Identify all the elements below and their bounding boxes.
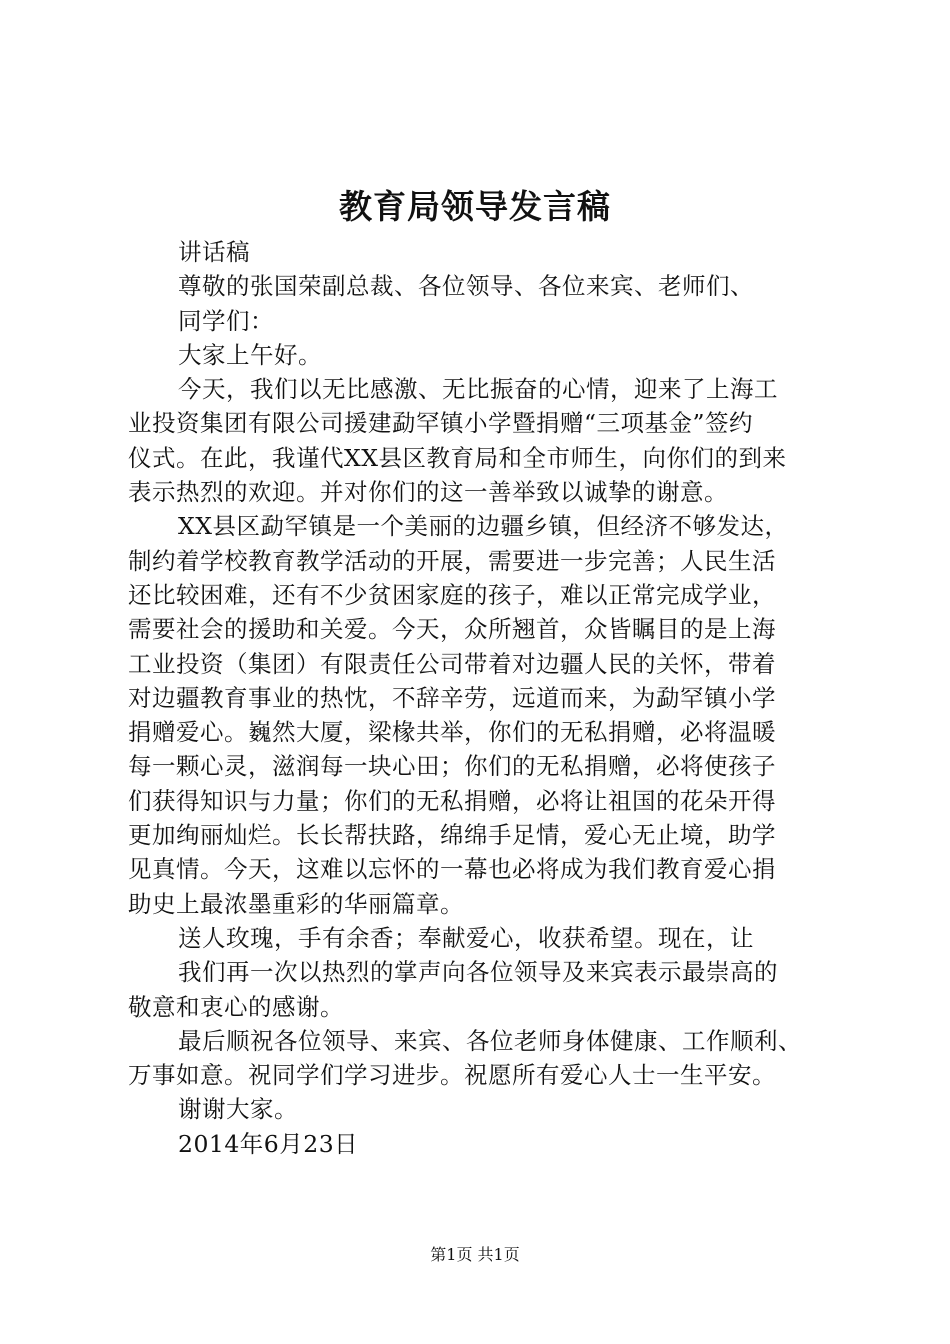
paragraph-line: 表示热烈的欢迎。并对你们的这一善举致以诚挚的谢意。	[128, 478, 728, 507]
paragraph-line: 最后顺祝各位领导、来宾、各位老师身体健康、工作顺利、	[178, 1026, 802, 1055]
paragraph-line: 送人玫瑰，手有余香；奉献爱心，收获希望。现在，让	[178, 923, 754, 952]
paragraph-line: XX县区勐罕镇是一个美丽的边疆乡镇，但经济不够发达，	[178, 512, 789, 541]
paragraph-line: 每一颗心灵，滋润每一块心田；你们的无私捐赠，必将使孩子	[128, 752, 776, 781]
paragraph-line: 需要社会的援助和关爱。今天，众所翘首，众皆瞩目的是上海	[128, 615, 776, 644]
paragraph-line: 敬意和衷心的感谢。	[128, 992, 344, 1021]
paragraph-line: 大家上午好。	[178, 340, 322, 369]
paragraph-line: 讲话稿	[178, 238, 250, 266]
paragraph-line: 仪式。在此，我谨代XX县区教育局和全市师生，向你们的到来	[128, 443, 787, 472]
paragraph-line: 业投资集团有限公司援建勐罕镇小学暨捐赠“三项基金”签约	[128, 409, 754, 438]
paragraph-line: 制约着学校教育教学活动的开展，需要进一步完善；人民生活	[128, 546, 776, 575]
paragraph-line: 还比较困难，还有不少贫困家庭的孩子，难以正常完成学业，	[128, 580, 776, 609]
paragraph-line: 助史上最浓墨重彩的华丽篇章。	[128, 889, 464, 918]
paragraph-line: 对边疆教育事业的热忱，不辞辛劳，远道而来，为勐罕镇小学	[128, 683, 776, 712]
paragraph-line: 见真情。今天，这难以忘怀的一幕也必将成为我们教育爱心捐	[128, 855, 776, 884]
paragraph-line: 我们再一次以热烈的掌声向各位领导及来宾表示最崇高的	[178, 958, 778, 987]
paragraph-line: 们获得知识与力量；你们的无私捐赠，必将让祖国的花朵开得	[128, 786, 776, 815]
paragraph-line: 捐赠爱心。巍然大厦，梁椽共举，你们的无私捐赠，必将温暖	[128, 718, 776, 747]
date-line: 2014年6月23日	[178, 1129, 359, 1158]
paragraph-line: 今天，我们以无比感激、无比振奋的心情，迎来了上海工	[178, 375, 778, 404]
paragraph-line: 工业投资（集团）有限责任公司带着对边疆人民的关怀，带着	[128, 649, 776, 678]
document-title: 教育局领导发言稿	[339, 187, 611, 226]
paragraph-line: 万事如意。祝同学们学习进步。祝愿所有爱心人士一生平安。	[128, 1061, 776, 1090]
paragraph-line: 同学们：	[178, 306, 274, 335]
page-footer: 第1页 共1页	[430, 1245, 520, 1264]
paragraph-line: 尊敬的张国荣副总裁、各位领导、各位来宾、老师们、	[178, 272, 754, 301]
paragraph-line: 谢谢大家。	[178, 1095, 298, 1124]
document-body	[128, 235, 844, 1161]
paragraph-line: 更加绚丽灿烂。长长帮扶路，绵绵手足情，爱心无止境，助学	[128, 821, 776, 850]
